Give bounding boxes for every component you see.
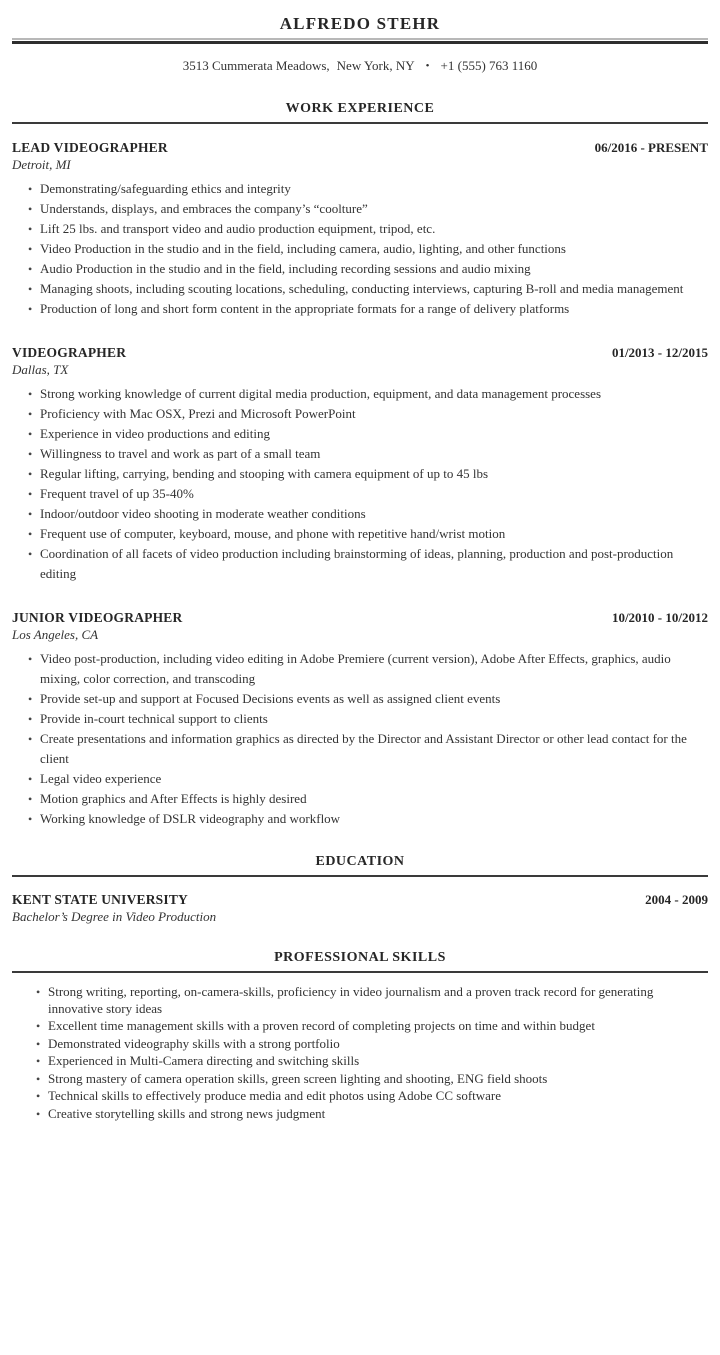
bullet-item: • Willingness to travel and work as part of a small team <box>12 444 708 464</box>
degree-name: Bachelor’s Degree in Video Production <box>12 909 217 924</box>
job-dates: 06/2016 - PRESENT <box>594 140 708 155</box>
job-title: LEAD VIDEOGRAPHER <box>12 140 168 155</box>
bullet-item: • Motion graphics and After Effects is highly desired <box>12 789 708 809</box>
bullet-item: • Regular lifting, carrying, bending and stooping with camera equipment of up to 45 lbs <box>12 464 708 484</box>
contact-phone: +1 (555) 763 1160 <box>440 58 538 73</box>
job-title: JUNIOR VIDEOGRAPHER <box>12 610 183 625</box>
bullet-item: • Managing shoots, including scouting locations, scheduling, conducting interviews, capturing B-roll and media management <box>12 279 708 299</box>
section-title-work-experience: WORK EXPERIENCE <box>285 101 435 116</box>
bullet-item: • Create presentations and information graphics as directed by the Director and Assistant Director or other lead contact for the client <box>12 729 708 769</box>
education-entry <box>12 892 708 925</box>
job-location: Detroit, MI <box>12 157 71 172</box>
bullet-item: • Proficiency with Mac OSX, Prezi and Microsoft PowerPoint <box>12 404 708 424</box>
contact-city: New York, NY <box>336 58 415 73</box>
skill-item: • Experienced in Multi-Camera directing and switching skills <box>12 1053 708 1070</box>
skill-item: • Excellent time management skills with a proven record of completing projects on time and within budget <box>12 1018 708 1035</box>
job-bullet-list <box>12 384 708 584</box>
bullet-item: • Audio Production in the studio and in the field, including recording sessions and audio mixing <box>12 259 708 279</box>
job-bullet-list <box>12 179 708 319</box>
contact-separator-dot: • <box>425 60 430 72</box>
job-bullet-list <box>12 649 708 829</box>
bullet-item: • Coordination of all facets of video production including brainstorming of ideas, planning, production and post-production editing <box>12 544 708 584</box>
bullet-item: • Working knowledge of DSLR videography and workflow <box>12 809 708 829</box>
job-header <box>12 140 708 156</box>
job-title: VIDEOGRAPHER <box>12 345 127 360</box>
bullet-item: • Understands, displays, and embraces the company’s “coolture” <box>12 199 708 219</box>
bullet-item: • Video Production in the studio and in the field, including camera, audio, lighting, and other functions <box>12 239 708 259</box>
divider-dark-line <box>12 41 708 44</box>
bullet-item: • Strong working knowledge of current digital media production, equipment, and data management processes <box>12 384 708 404</box>
bullet-item: • Provide set-up and support at Focused Decisions events as well as assigned client events <box>12 689 708 709</box>
bullet-item: • Lift 25 lbs. and transport video and audio production equipment, tripod, etc. <box>12 219 708 239</box>
education-dates: 2004 - 2009 <box>645 892 708 907</box>
job-header <box>12 610 708 626</box>
bullet-item: • Frequent travel of up 35-40% <box>12 484 708 504</box>
section-title-education: EDUCATION <box>315 854 405 869</box>
skills-bullet-list <box>12 984 708 1122</box>
work-experience-divider <box>12 122 708 124</box>
contact-address: 3513 Cummerata Meadows, <box>182 58 330 73</box>
section-title-professional-skills: PROFESSIONAL SKILLS <box>274 950 446 965</box>
job-dates: 10/2010 - 10/2012 <box>611 610 708 625</box>
school-name: KENT STATE UNIVERSITY <box>12 892 189 907</box>
bullet-item: • Legal video experience <box>12 769 708 789</box>
contact-line <box>12 57 708 76</box>
bullet-item: • Provide in-court technical support to clients <box>12 709 708 729</box>
candidate-name: ALFREDO STEHR <box>279 14 441 33</box>
job-entry-videographer <box>12 345 708 584</box>
job-dates: 01/2013 - 12/2015 <box>611 345 708 360</box>
job-header <box>12 345 708 361</box>
job-location: Los Angeles, CA <box>12 627 99 642</box>
skill-item: • Strong writing, reporting, on-camera-skills, proficiency in video journalism and a proven track record for generating innovative story ideas <box>12 984 708 1017</box>
bullet-item: • Video post-production, including video editing in Adobe Premiere (current version), Adobe After Effects, graphics, audio mixing, color correction, and transcoding <box>12 649 708 689</box>
job-entry-lead-videographer <box>12 140 708 319</box>
education-header <box>12 892 708 908</box>
skill-item: • Creative storytelling skills and strong news judgment <box>12 1106 708 1123</box>
professional-skills-divider <box>12 971 708 973</box>
skill-item: • Demonstrated videography skills with a strong portfolio <box>12 1036 708 1053</box>
bullet-item: • Indoor/outdoor video shooting in moderate weather conditions <box>12 504 708 524</box>
bullet-item: • Frequent use of computer, keyboard, mouse, and phone with repetitive hand/wrist motion <box>12 524 708 544</box>
skill-item: • Technical skills to effectively produce media and edit photos using Adobe CC software <box>12 1088 708 1105</box>
education-divider <box>12 875 708 877</box>
skill-item: • Strong mastery of camera operation skills, green screen lighting and shooting, ENG field shoots <box>12 1071 708 1088</box>
job-entry-junior-videographer <box>12 610 708 829</box>
job-location: Dallas, TX <box>12 362 69 377</box>
bullet-item: • Demonstrating/safeguarding ethics and integrity <box>12 179 708 199</box>
header-divider <box>12 38 708 44</box>
bullet-item: • Experience in video productions and editing <box>12 424 708 444</box>
bullet-item: • Production of long and short form content in the appropriate formats for a range of delivery platforms <box>12 299 708 319</box>
